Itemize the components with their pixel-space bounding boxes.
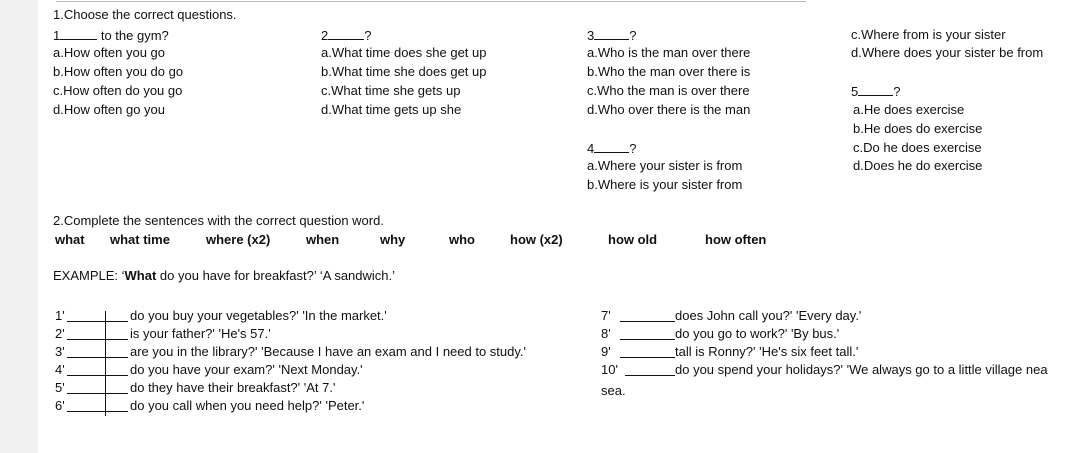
sentence-text: is your father?' 'He's 57.' [130, 326, 271, 341]
worksheet-page [38, 0, 1080, 453]
q2-number-text: 2 [321, 28, 329, 43]
sentence-number: 4' [55, 362, 65, 377]
example-label: EXAMPLE: ‘ [53, 268, 125, 283]
sentence-answer-blank[interactable] [67, 393, 128, 394]
q1-option-c[interactable]: c.How often do you go [53, 83, 183, 98]
sentence-number: 5' [55, 380, 65, 395]
q1-header [53, 27, 169, 44]
sentence-text: do you have your exam?' 'Next Monday.' [130, 362, 363, 377]
q5-option-c[interactable]: c.Do he does exercise [853, 140, 982, 155]
example-sentence [53, 268, 395, 284]
q4-option-c[interactable]: c.Where from is your sister [851, 27, 1006, 42]
sentence-text: does John call you?' 'Every day.' [675, 308, 862, 323]
sentence-text: do you call when you need help?' 'Peter.' [130, 398, 365, 413]
section2-title: 2.Complete the sentences with the correct question word. [53, 213, 384, 228]
q4-answer-blank[interactable] [594, 140, 629, 153]
q3-option-d[interactable]: d.Who over there is the man [587, 102, 751, 117]
word-bank-item: how often [705, 232, 767, 247]
sentence-number: 7' [601, 308, 611, 323]
q3-option-b[interactable]: b.Who the man over there is [587, 64, 751, 79]
q1-option-d[interactable]: d.How often go you [53, 102, 166, 117]
sentence-text: do they have their breakfast?' 'At 7.' [130, 380, 336, 395]
q1-prompt: to the gym? [97, 28, 169, 43]
sentence-text: do you go to work?' 'By bus.' [675, 326, 840, 341]
q5-number: 5 [851, 84, 859, 99]
sentence-answer-blank[interactable] [67, 339, 128, 340]
q1-option-a[interactable]: a.How often you go [53, 45, 166, 60]
sentence-text: do you spend your holidays?' 'We always go to a little village nea [675, 362, 1048, 377]
sentence-answer-blank[interactable] [625, 375, 675, 376]
word-bank-item: how (x2) [510, 232, 563, 247]
section1-title: 1.Choose the correct questions. [53, 7, 237, 22]
word-bank-item: how old [608, 232, 658, 247]
sentence-answer-blank[interactable] [67, 357, 128, 358]
q2-option-a[interactable]: a.What time does she get up [321, 45, 487, 60]
word-bank-item: why [380, 232, 406, 247]
sentence-answer-blank[interactable] [67, 411, 128, 412]
q3-answer-blank[interactable] [594, 27, 629, 40]
q3-header [587, 27, 636, 44]
sentence-text: tall is Ronny?' 'He's six feet tall.' [675, 344, 859, 359]
q1-number: 1 [53, 28, 61, 43]
sentence-answer-blank[interactable] [620, 321, 675, 322]
example-rest: do you have for breakfast?’ ‘A sandwich.’ [156, 268, 396, 283]
q1-option-b[interactable]: b.How often you do go [53, 64, 184, 79]
word-bank-item: what [55, 232, 85, 247]
q2-answer-blank[interactable] [328, 27, 364, 40]
q2-option-c[interactable]: c.What time she gets up [321, 83, 461, 98]
q5-option-d[interactable]: d.Does he do exercise [853, 158, 983, 173]
q2-prompt: ? [364, 28, 372, 43]
word-bank-item: when [306, 232, 340, 247]
margin-line [105, 311, 106, 416]
sentence-answer-blank[interactable] [620, 357, 675, 358]
word-bank-item: where (x2) [206, 232, 271, 247]
sentence-number: 9' [601, 344, 611, 359]
q5-option-a[interactable]: a.He does exercise [853, 102, 965, 117]
q2-header [321, 27, 371, 44]
q4-number: 4 [587, 141, 595, 156]
q4-option-b[interactable]: b.Where is your sister from [587, 177, 743, 192]
sentence-number: 6' [55, 398, 65, 413]
q3-number: 3 [587, 28, 595, 43]
q3-option-c[interactable]: c.Who the man is over there [587, 83, 750, 98]
q2-option-b[interactable]: b.What time she does get up [321, 64, 487, 79]
q4-option-a[interactable]: a.Where your sister is from [587, 158, 743, 173]
sentence-number: 8' [601, 326, 611, 341]
sentence-answer-blank[interactable] [67, 321, 128, 322]
q4-option-d[interactable]: d.Where does your sister be from [851, 45, 1044, 60]
q5-answer-blank[interactable] [858, 83, 893, 96]
sentence-text: are you in the library?' 'Because I have an exam and I need to study.' [130, 344, 526, 359]
name-line-divider [56, 1, 806, 2]
q1-answer-blank[interactable] [60, 27, 97, 40]
example-answer: What [124, 268, 157, 283]
sentence-number: 10' [601, 362, 618, 377]
sentence-text: do you buy your vegetables?' 'In the market.' [130, 308, 387, 323]
q3-option-a[interactable]: a.Who is the man over there [587, 45, 751, 60]
word-bank-item: who [449, 232, 475, 247]
q5-option-b[interactable]: b.He does do exercise [853, 121, 983, 136]
sentence-number: 3' [55, 344, 65, 359]
sentence-answer-blank[interactable] [620, 339, 675, 340]
q4-prompt: ? [629, 141, 637, 156]
q5-prompt: ? [893, 84, 901, 99]
sentence-continuation: sea. [601, 383, 626, 398]
word-bank-item: what time [110, 232, 170, 247]
sentence-number: 2' [55, 326, 65, 341]
q4-header [587, 140, 636, 157]
q3-prompt: ? [629, 28, 637, 43]
sentence-number: 1' [55, 308, 65, 323]
q2-option-d[interactable]: d.What time gets up she [321, 102, 462, 117]
q5-header [851, 83, 900, 100]
sentence-answer-blank[interactable] [67, 375, 128, 376]
